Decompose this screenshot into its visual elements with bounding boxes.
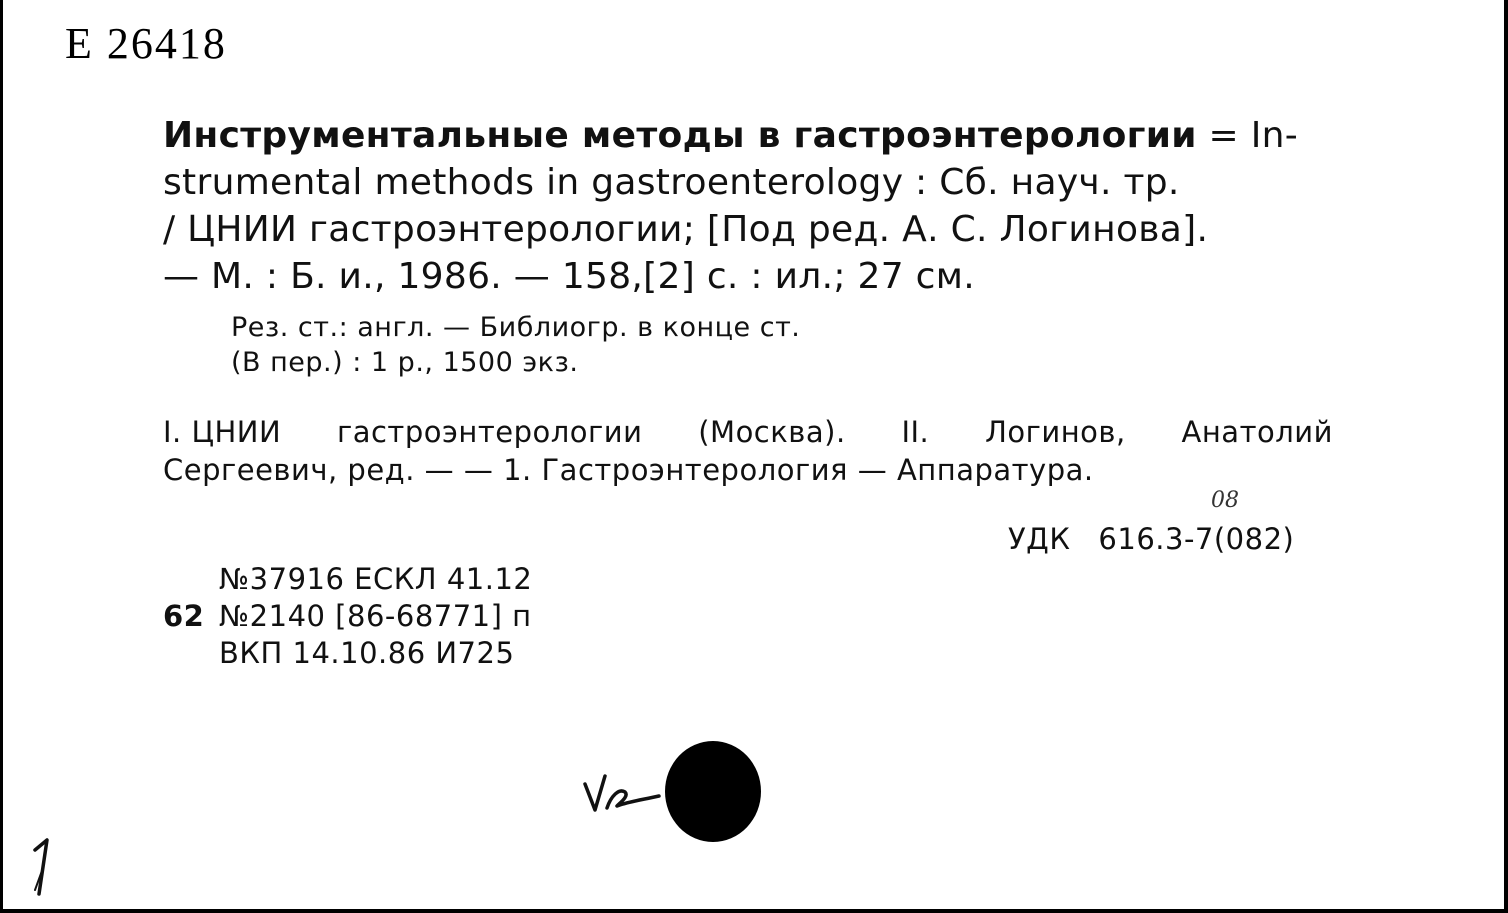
entry-line-1 xyxy=(163,112,1338,159)
handwritten-initials-icon xyxy=(581,768,663,818)
subject-tracings xyxy=(163,413,1333,489)
entry-line-3: / ЦНИИ гастроэнтерологии; [Под ред. А. С. Логинова]. xyxy=(163,209,1209,250)
udk-handwritten-correction: 08 xyxy=(1211,488,1239,513)
tracing-word: Логинов, xyxy=(985,415,1126,449)
accession-block xyxy=(163,561,532,672)
accession-prefix-number: 62 xyxy=(163,599,205,633)
udk-value: 616.3-7(082) xyxy=(1098,522,1295,556)
accession-line: ВКП 14.10.86 И725 xyxy=(219,636,515,670)
accession-line: №2140 [86-68771] п xyxy=(219,599,532,633)
handwritten-page-mark-icon xyxy=(29,838,59,898)
tracing-word: гастроэнтерологии xyxy=(336,415,643,449)
accession-row xyxy=(163,635,532,672)
note-line: Рез. ст.: англ. — Библиогр. в конце ст. xyxy=(231,312,801,343)
tracing-word: Анатолий xyxy=(1181,415,1333,449)
entry-title: Инструментальные методы в гастроэнтерологии xyxy=(163,115,1197,156)
accession-row xyxy=(163,561,532,598)
call-number: E 26418 xyxy=(65,19,227,68)
punch-hole xyxy=(665,741,761,842)
tracing-line-1 xyxy=(163,413,1333,451)
note-line: (В пер.) : 1 р., 1500 экз. xyxy=(231,347,579,378)
accession-row xyxy=(163,598,532,635)
notes xyxy=(231,310,800,380)
bibliographic-entry xyxy=(163,112,1338,300)
udk-label: УДК xyxy=(1008,522,1071,556)
tracing-word: I. ЦНИИ xyxy=(163,415,282,449)
entry-line-2: strumental methods in gastroenterology : Сб. науч. тр. xyxy=(163,162,1180,203)
entry-parallel-title-start: = In- xyxy=(1196,115,1299,156)
tracing-word: (Москва). xyxy=(698,415,846,449)
tracing-word: II. xyxy=(901,415,930,449)
entry-line-4: — М. : Б. и., 1986. — 158,[2] с. : ил.; 27 см. xyxy=(163,256,975,297)
tracing-line-2: Сергеевич, ред. — — 1. Гастроэнтерология — Аппаратура. xyxy=(163,453,1094,487)
udk-classification xyxy=(1008,522,1294,556)
accession-line: №37916 ЕСКЛ 41.12 xyxy=(219,562,533,596)
